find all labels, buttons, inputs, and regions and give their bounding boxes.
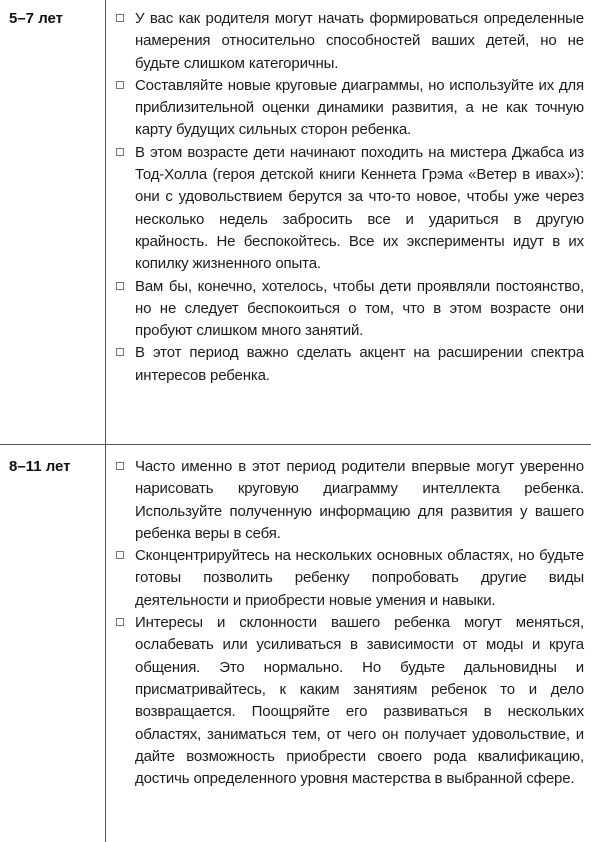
list-item bbox=[116, 75, 584, 142]
list-item bbox=[116, 456, 584, 545]
square-bullet-icon bbox=[116, 462, 124, 470]
list-item bbox=[116, 142, 584, 276]
square-bullet-icon bbox=[116, 618, 124, 626]
list-item bbox=[116, 342, 584, 387]
list-item bbox=[116, 276, 584, 343]
list-item bbox=[116, 545, 584, 612]
list-item-text: Интересы и склонности вашего ребенка могут меняться, ослабевать или усиливаться в зависимости от моды и круга общения. Это нормально. Но будьте дальновидны и присматривайтесь, к каким занятиям ребенок то и дело возвращается. Поощряйте его развиваться в нескольких областях, заниматься тем, от чего он получает удовольствие, и дайте возможность приобрести своего рода квалификацию, достичь определенного уровня мастерства в выбранной сфере. bbox=[135, 614, 584, 788]
list-item-text: Вам бы, конечно, хотелось, чтобы дети проявляли постоянство, но не следует беспокоиться о том, что в этом возрасте они пробуют слишком много занятий. bbox=[135, 277, 584, 340]
row-divider bbox=[0, 444, 591, 445]
list-item-text: В этот период важно сделать акцент на расширении спектра интересов ребенка. bbox=[135, 344, 584, 384]
list-item-text: В этом возрасте дети начинают походить на мистера Джабса из Тод-Холла (героя детской книги Кеннета Грэма «Ветер в ивах»): они с удовольствием берутся за что-то новое, чтобы уже через несколько недель забросить все и удариться в другую крайность. Не беспокойтесь. Все их эксперименты идут в их копилку жизненного опыта. bbox=[135, 143, 584, 273]
square-bullet-icon bbox=[116, 148, 124, 156]
square-bullet-icon bbox=[116, 14, 124, 22]
square-bullet-icon bbox=[116, 348, 124, 356]
list-item bbox=[116, 8, 584, 75]
square-bullet-icon bbox=[116, 551, 124, 559]
square-bullet-icon bbox=[116, 81, 124, 89]
column-divider bbox=[105, 0, 106, 842]
list-item-text: Сконцентрируйтесь на нескольких основных областях, но будьте готовы позволить ребенку попробовать другие виды деятельности и приобрести новые умения и навыки. bbox=[135, 547, 584, 609]
bullet-list-5-7 bbox=[116, 8, 584, 387]
list-item-text: Составляйте новые круговые диаграммы, но используйте их для приблизительной оценки динамики развития, а не как точную карту будущих сильных сторон ребенка. bbox=[135, 76, 584, 139]
age-label-5-7: 5–7 лет bbox=[9, 10, 64, 27]
list-item-text: У вас как родителя могут начать формироваться определенные намерения относительно способностей ваших детей, но не будьте слишком категоричны. bbox=[135, 10, 584, 72]
bullet-list-8-11 bbox=[116, 456, 584, 790]
list-item-text: Часто именно в этот период родители впервые могут уверенно нарисовать круговую диаграмму интеллекта ребенка. Используйте полученную информацию для развития у вашего ребенка веры в себя. bbox=[135, 458, 584, 542]
list-item bbox=[116, 612, 584, 790]
square-bullet-icon bbox=[116, 282, 124, 290]
age-label-8-11: 8–11 лет bbox=[9, 458, 71, 475]
